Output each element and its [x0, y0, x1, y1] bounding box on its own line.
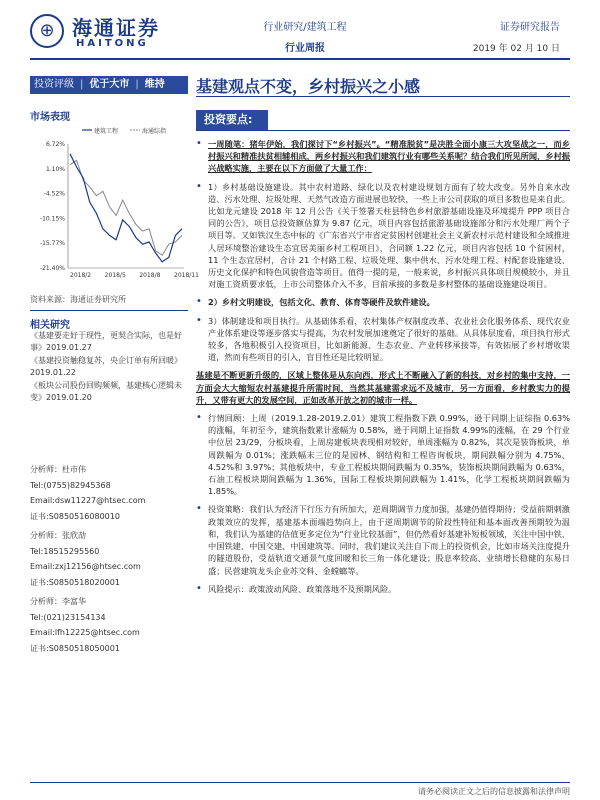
analyst-block: [30, 462, 188, 524]
legend-label-b: 海通综指: [142, 128, 167, 135]
report-type: 行业周报: [285, 43, 325, 54]
logo-chinese: 海通证券: [72, 16, 160, 40]
analyst-email[interactable]: Email:lfh12225@htsec.com: [30, 628, 140, 637]
doc-type: 证券研究报告: [500, 22, 560, 33]
haitong-logo-icon: ⊕: [30, 14, 64, 48]
x-tick-label: 2018/8: [139, 272, 161, 279]
key-points-divider: [196, 130, 570, 131]
rating-bar: 投资评级 | 优于大市 | 维持: [30, 76, 188, 94]
bullet-icon: •: [196, 314, 202, 326]
report-category-block: [240, 18, 370, 54]
bullet-icon: •: [196, 582, 202, 594]
footer-divider: [30, 782, 570, 783]
analyst-block: [30, 594, 188, 656]
analyst-list: [30, 462, 188, 656]
analyst-cert: 证书:S0850516080010: [30, 511, 120, 521]
chart-legend: [82, 127, 166, 135]
analyst-tel: Tel:(0755)82945368: [30, 480, 111, 490]
rating-value: 优于大市: [89, 79, 130, 90]
y-tick-label: -10.15%: [39, 215, 65, 223]
report-meta: [473, 18, 560, 54]
analyst-name: 分析师：杜市伟: [30, 465, 86, 474]
report-body: [196, 138, 570, 601]
analyst-cert: 证书:S0850518020001: [30, 577, 120, 587]
paragraph-risk: • 风险提示：政策波动风险、政策落地不及预期风险。: [196, 582, 397, 594]
key-points-label: 投资要点:: [196, 110, 268, 130]
market-heading: 市场表现: [30, 112, 70, 123]
bullet-icon: •: [196, 180, 202, 192]
x-tick-label: 2018/5: [104, 272, 126, 279]
y-tick-label: 1.10%: [45, 165, 65, 173]
paragraph-culture: • 2）乡村文明建设，包括文化、教育、体育等硬件及软件建设。: [196, 296, 435, 308]
analyst-name: 分析师：李富华: [30, 597, 86, 606]
x-tick-label: 2018/11: [174, 272, 199, 279]
analyst-tel: Tel:(021)23154134: [30, 612, 106, 622]
company-logo: [30, 12, 190, 52]
bullet-icon: •: [196, 138, 202, 149]
logo-english: HAITONG: [76, 38, 149, 49]
related-divider: [30, 310, 188, 311]
header-divider: [30, 58, 570, 60]
paragraph-system: • 3）体制建设和项目执行。从基础体系看，农村集体产权制度改革、农业社会化服务体系、现代农业产业体系建设等逐步落实与提高，为农村发展加速奠定了很好的基础。从具体层度看，项目执行形式较多，各地积极引入投资项目，比如新能源、生态农业、产业转移承接等，有效拓展了乡村增收渠道，然而有些项目的引入，盲目性还是比较明显。: [196, 314, 570, 363]
paragraph-summary: 基建是不断更新升级的，区域上整体是从东向西，形式上不断融入了新的科技，对乡村的集中支持，一方面会大大缩短农村基建提升所需时间，当然其基建需求远不及城市，另一方面看，乡村教实力的提升，又带有更大的发展空间，正如改革开放之初的城市一样。: [196, 370, 570, 405]
y-tick-label: -15.77%: [39, 240, 65, 248]
rating-change: 维持: [144, 79, 165, 90]
report-header: [0, 0, 600, 60]
y-tick-label: 6.72%: [45, 141, 65, 148]
related-list: [30, 330, 188, 405]
related-heading: 相关研究: [30, 320, 70, 331]
report-date: 2019 年 02 月 10 日: [472, 44, 560, 54]
bullet-icon: •: [196, 412, 202, 424]
report-title: 基建观点不变，乡村振兴之小感: [196, 77, 421, 96]
x-tick-label: 2018/2: [70, 272, 92, 279]
rating-label: 投资评级: [34, 79, 74, 90]
chart-source: 资料来源：海通证券研究所: [30, 295, 126, 304]
bullet-icon: •: [196, 503, 202, 515]
y-tick-label: -4.52%: [43, 190, 65, 198]
related-item[interactable]: 《基建要走好于现性，更契合实际，也是好事》2019.01.27: [30, 331, 182, 352]
series-line-haitong-index: [70, 160, 182, 255]
analyst-block: [30, 528, 188, 590]
report-category: 行业研究/建筑工程: [263, 22, 347, 33]
related-item[interactable]: 《基建投资触稳复苏，央企订单有所回暖》2019.01.22: [30, 356, 182, 377]
y-tick-label: -21.40%: [39, 265, 65, 272]
analyst-email[interactable]: Email:zxj12156@htsec.com: [30, 562, 141, 571]
analyst-email[interactable]: Email:dsw11227@htsec.com: [30, 496, 146, 505]
bullet-icon: •: [196, 296, 202, 308]
paragraph-market-review: • 行情回顾：上周（2019.1.28-2019.2.01）建筑工程指数下跌 0.99%，逊于同期上证综指 0.63%的涨幅，年初至今，建筑指数累计涨幅为 0.58%，逊于同期上证指数 4.99%的涨幅，在 29 个行业中位居 23/29，分板块看，上周房建板块表现相对较好，单周涨幅为 0.82%，其次是装饰板块，单周跌幅为 0.01%；涨跌幅末三位的是园林、钢结构和工程咨询板块，期间跌幅分别为 4.75%、4.52%和 3.97%；其他板块中，专业工程板块期间跌幅为 0.35%，装饰板块期间跌幅为 0.63%，石油工程板块期间跌幅为 1.36%，国际工程板块期间跌幅为 1.41%，化学工程板块期间跌幅为 1.85%。: [196, 412, 570, 497]
paragraph-weekly-note: • 一周随笔：猪年伊始，我们探讨下“乡村振兴”。“精准脱贫”是决胜全面小康三大攻坚战之一，而乡村振兴和精准扶贫相辅相成，两乡村振兴和我们建筑行业有哪些关系呢？结合我们所见所闻，乡村振兴战略实施，主要在以下方面做了大量工作：: [196, 138, 570, 174]
analyst-cert: 证书:S0850518050001: [30, 643, 120, 653]
related-item[interactable]: 《板块公司股份回购频频，基建核心逻辑未变》2019.01.20: [30, 381, 182, 402]
paragraph-infrastructure: • 1）乡村基础设施建设。其中农村道路、绿化以及农村建设规划方面有了较大改变。另外自来水改造、污水处理、垃圾处理、天然气改造方面进展也较快，一些上市公司获取的项目多数也是来自此。比如龙元建设 2018 年 12 月公告《关于签署天柱县特色乡村旅游基础设施及环境提升 PPP 项目合同的公告》，项目总投资额估算为 9.87 亿元，项目内容包括旅游基础设施部分和污水处理厂两个子项目等。又如铁汉生态中标的《广东省兴宁市省定贫困村创建社会主义新农村示范村建设和全域推进人居环境整治建设生态宜居美丽乡村工程项目》，合同额 1.22 亿元，项目内容包括 10 个贫困村，11 个生态宜居村，合计 21 个村路工程、垃圾处理、集中供水、污水处理工程、村配套设施建设、历史文化保护和特色风貌营造等项目。值得一提的是，一般来说，乡村振兴具体项目规模较小，并且对施工资质要求低，上市公司整体介入不多，目前承接的多数是多村整体的基础设施建设项目。: [196, 180, 570, 290]
analyst-name: 分析师：张欣劼: [30, 531, 86, 540]
legend-label-a: 建筑工程: [94, 128, 119, 135]
title-divider: [196, 96, 570, 97]
footer-disclaimer: 请务必阅读正文之后的信息披露和法律声明: [418, 787, 570, 796]
paragraph-strategy: • 投资策略：我们认为经济下行压力有所加大，逆周期调节力度加强，基建仍值得期待；受益前期刺激政策效应的发挥，基建基本面端趋势向上，由于逆周期调节的阶段性特征和基本面改善预期较为温和，我们认为基建的估值更多定位为“行业比较基面”，但仍然看好基建补短板领域，关注中国中铁、中国铁建、中国交建、中国建筑等。同时，我们建议关注自下而上的投资机会，比如市场关注度提升的隧道股份，受益轨道交通景气度回暖和长三角一体化建设；股息率较高、业绩增长稳健的东易日盛；民营建筑龙头企业苏交科、金螳螂等。: [196, 503, 570, 576]
market-chart: [30, 122, 199, 282]
analyst-tel: Tel:18515295560: [30, 546, 100, 556]
